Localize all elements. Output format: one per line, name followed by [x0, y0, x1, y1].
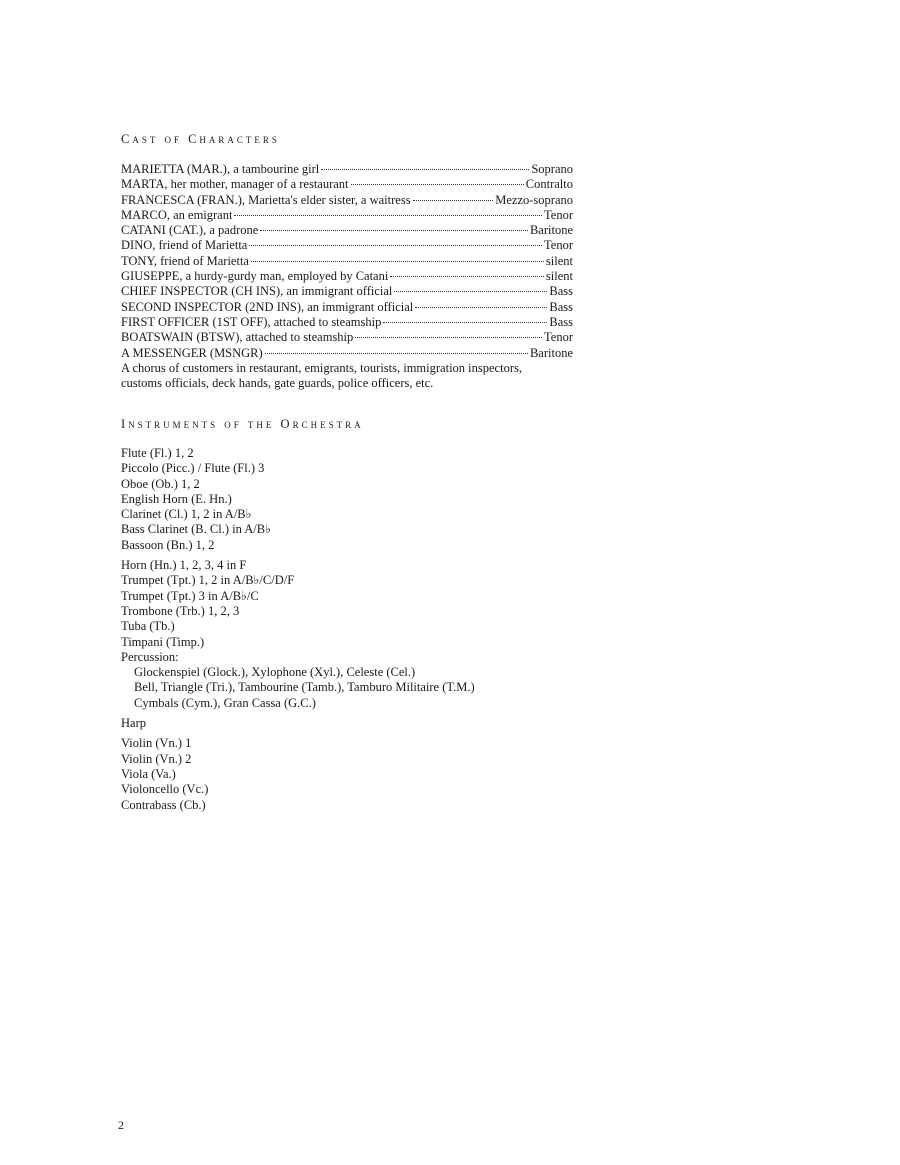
- cast-voice: Baritone: [529, 223, 573, 238]
- instrument-line: Bass Clarinet (B. Cl.) in A/B♭: [121, 522, 271, 537]
- instrument-line: Timpani (Timp.): [121, 634, 205, 649]
- instrument-line: Tuba (Tb.): [121, 619, 175, 634]
- dot-leader: [355, 327, 542, 338]
- cast-role: CHIEF INSPECTOR (CH INS), an immigrant official: [121, 284, 393, 299]
- dot-leader: [383, 312, 547, 323]
- cast-list: [121, 162, 573, 391]
- cast-role: TONY, friend of Marietta: [121, 253, 249, 268]
- instrument-group: [121, 736, 475, 812]
- dot-leader: [413, 190, 494, 201]
- cast-role: MARCO, an emigrant: [121, 207, 233, 222]
- instrument-line: Horn (Hn.) 1, 2, 3, 4 in F: [121, 558, 247, 573]
- chorus-note: [121, 361, 561, 392]
- dot-leader: [265, 343, 528, 354]
- instrument-line: Flute (Fl.) 1, 2: [121, 446, 194, 460]
- dot-leader: [234, 205, 542, 216]
- cast-voice: Tenor: [544, 330, 573, 345]
- instrument-line: Violoncello (Vc.): [121, 782, 209, 797]
- instrument-line: Clarinet (Cl.) 1, 2 in A/B♭: [121, 507, 252, 522]
- cast-role: CATANI (CAT.), a padrone: [121, 223, 259, 238]
- cast-voice: Mezzo-soprano: [495, 192, 573, 207]
- instrument-line: Bassoon (Bn.) 1, 2: [121, 537, 215, 552]
- dot-leader: [390, 266, 544, 277]
- cast-voice: Soprano: [531, 162, 573, 176]
- instrument-line: Oboe (Ob.) 1, 2: [121, 476, 200, 491]
- cast-role: DINO, friend of Marietta: [121, 238, 248, 253]
- instrument-line: English Horn (E. Hn.): [121, 491, 232, 506]
- cast-role: BOATSWAIN (BTSW), attached to steamship: [121, 330, 354, 345]
- instrument-line: Percussion:: [121, 649, 179, 664]
- instrument-line: Trumpet (Tpt.) 3 in A/B♭/C: [121, 588, 259, 603]
- instrument-group: [121, 558, 475, 711]
- dot-leader: [394, 281, 547, 292]
- dot-leader: [321, 159, 529, 170]
- cast-voice: silent: [545, 253, 573, 268]
- cast-role: A MESSENGER (MSNGR): [121, 345, 263, 360]
- instrument-line: Trumpet (Tpt.) 1, 2 in A/B♭/C/D/F: [121, 573, 295, 588]
- cast-role: FIRST OFFICER (1ST OFF), attached to steamship: [121, 314, 382, 329]
- cast-row: [121, 177, 573, 192]
- dot-leader: [415, 297, 547, 308]
- cast-role: GIUSEPPE, a hurdy-gurdy man, employed by Catani: [121, 269, 389, 284]
- instrument-group: [121, 716, 475, 731]
- page-number: 2: [118, 1118, 124, 1132]
- instrument-line: Trombone (Trb.) 1, 2, 3: [121, 603, 240, 618]
- instrument-line: Harp: [121, 716, 146, 731]
- cast-voice: Bass: [549, 284, 573, 299]
- cast-role: MARTA, her mother, manager of a restaurant: [121, 177, 349, 192]
- cast-heading: Cast of Characters: [121, 132, 280, 146]
- cast-row: [121, 346, 573, 361]
- cast-voice: Baritone: [529, 345, 573, 360]
- instrument-line: Violin (Vn.) 1: [121, 736, 192, 751]
- dot-leader: [351, 174, 524, 185]
- dot-leader: [249, 235, 542, 246]
- instrument-line: Contrabass (Cb.): [121, 797, 206, 812]
- percussion-line: Bell, Triangle (Tri.), Tambourine (Tamb.), Tamburo Militaire (T.M.): [134, 680, 475, 695]
- percussion-line: Cymbals (Cym.), Gran Cassa (G.C.): [134, 695, 316, 710]
- chorus-line: customs officials, deck hands, gate guards, police officers, etc.: [121, 376, 434, 391]
- percussion-line: Glockenspiel (Glock.), Xylophone (Xyl.), Celeste (Cel.): [134, 665, 416, 680]
- dot-leader: [251, 251, 544, 262]
- cast-voice: Contralto: [525, 177, 573, 192]
- instrument-line: Viola (Va.): [121, 766, 176, 781]
- instruments-heading: Instruments of the Orchestra: [121, 417, 364, 431]
- cast-voice: Tenor: [544, 207, 573, 222]
- cast-voice: silent: [545, 269, 573, 284]
- instrument-line: Violin (Vn.) 2: [121, 751, 192, 766]
- cast-role: MARIETTA (MAR.), a tambourine girl: [121, 162, 320, 176]
- instrument-group: [121, 446, 475, 553]
- cast-role: FRANCESCA (FRAN.), Marietta's elder sister, a waitress: [121, 192, 411, 207]
- cast-role: SECOND INSPECTOR (2ND INS), an immigrant official: [121, 299, 414, 314]
- chorus-line: A chorus of customers in restaurant, emigrants, tourists, immigration inspectors,: [121, 360, 522, 375]
- instrument-line: Piccolo (Picc.) / Flute (Fl.) 3: [121, 461, 265, 476]
- instruments-list: [121, 446, 475, 818]
- cast-voice: Tenor: [544, 238, 573, 253]
- dot-leader: [260, 220, 528, 231]
- cast-voice: Bass: [549, 314, 573, 329]
- cast-voice: Bass: [549, 299, 573, 314]
